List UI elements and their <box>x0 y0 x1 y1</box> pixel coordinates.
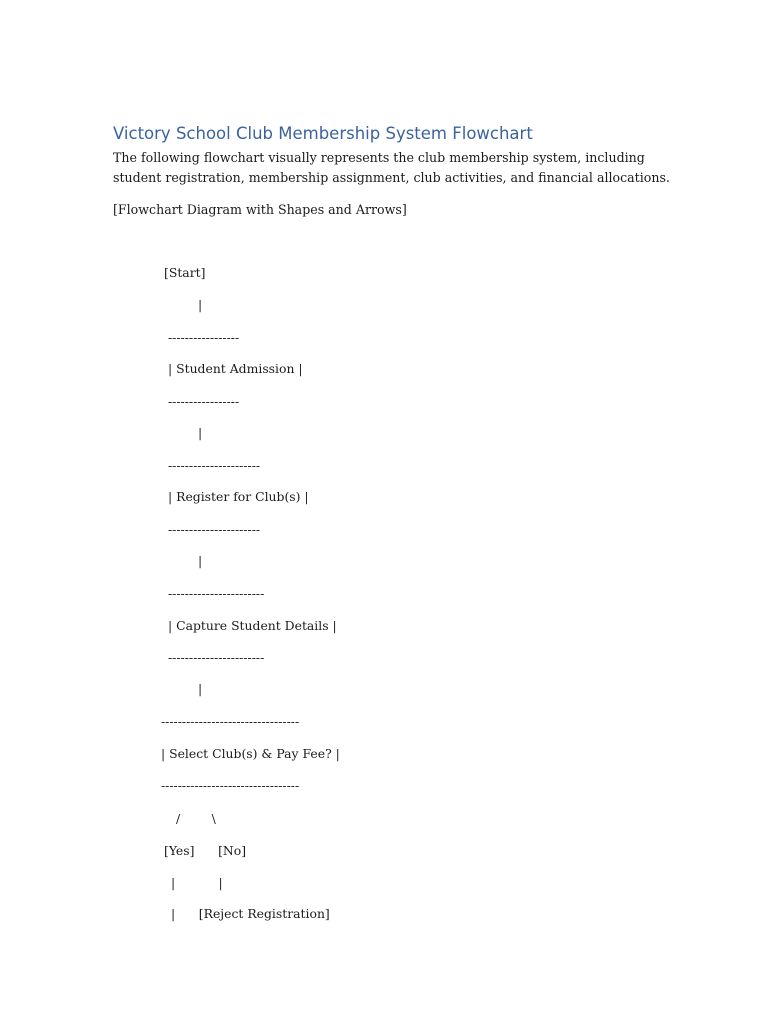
flowchart-box-border: ---------------------- <box>168 522 261 537</box>
flowchart-reject-registration: | [Reject Registration] <box>171 906 330 921</box>
flowchart-box-border: ----------------------- <box>168 650 265 665</box>
flowchart-box-border: ----------------------- <box>168 586 265 601</box>
flowchart-connector: | <box>198 425 203 440</box>
flowchart-branch-labels: [Yes] [No] <box>164 843 247 858</box>
flowchart-connector: | <box>198 681 203 696</box>
flowchart-step-student-admission: | Student Admission | <box>168 361 303 376</box>
flowchart-connector: | <box>198 297 203 312</box>
flowchart-step-capture-details: | Capture Student Details | <box>168 618 337 633</box>
flowchart-step-register-club: | Register for Club(s) | <box>168 489 309 504</box>
flowchart-start: [Start] <box>164 265 206 280</box>
flowchart-box-border: ----------------- <box>168 394 240 409</box>
document-title: Victory School Club Membership System Flowchart <box>113 124 533 143</box>
diagram-placeholder: [Flowchart Diagram with Shapes and Arrows] <box>113 202 407 217</box>
flowchart-box-border: --------------------------------- <box>161 778 300 793</box>
flowchart-box-border: ---------------------- <box>168 458 261 473</box>
flowchart-branch-connectors: | | <box>171 875 223 890</box>
flowchart-branch-slashes: / \ <box>176 811 216 826</box>
flowchart-decision-select-club-pay-fee: | Select Club(s) & Pay Fee? | <box>161 746 340 761</box>
flowchart-connector: | <box>198 553 203 568</box>
intro-paragraph: The following flowchart visually represents the club membership system, including student registration, membership assignment, club activities, and financial allocations. <box>113 150 670 185</box>
flowchart-box-border: --------------------------------- <box>161 714 300 729</box>
flowchart-box-border: ----------------- <box>168 330 240 345</box>
